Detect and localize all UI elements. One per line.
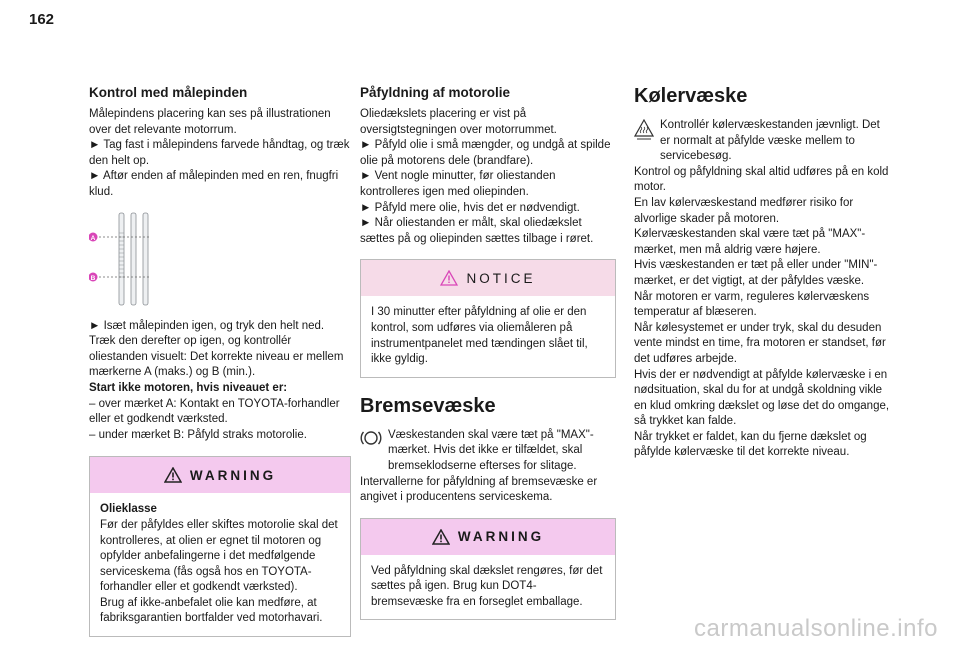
coolant-hot-warning-icon [634, 119, 654, 141]
brake-text: Væskestanden skal være tæt på "MAX"-mærket. Hvis det ikke er tilfældet, skal bremseklodserne efterses for slitage. [388, 428, 594, 472]
warning-triangle-icon [432, 529, 450, 545]
notice-label: NOTICE [466, 270, 536, 286]
brake-text-2: Intervallerne for påfyldning af bremsevæske er angivet i producentens serviceskema. [360, 475, 598, 504]
marker-b-label: B [90, 274, 96, 282]
notice-triangle-icon [440, 270, 458, 286]
paragraph: Når motoren er varm, reguleres kølervæskens temperatur af blæseren. [634, 290, 870, 319]
notice-header [361, 260, 615, 296]
notice-box [360, 259, 616, 377]
coolant-lead-text: Kontrollér kølervæskestanden jævnligt. Det er normalt at påfylde væske mellem to servicebesøg. [660, 119, 880, 163]
paragraph: – over mærket A: Kontakt en TOYOTA-forhandler eller et godkendt værksted. [89, 397, 340, 426]
section-title-dipstick: Kontrol med målepinden [89, 85, 248, 100]
paragraph: Oliedækslets placering er vist på oversigtstegningen over motorrummet. [360, 108, 557, 136]
paragraph: En lav kølervæskestand medfører risiko for alvorlige skader på motoren. [634, 196, 854, 225]
warning-text: Ved påfyldning skal dækslet rengøres, før det sættes på igen. Brug kun DOT4-bremsevæske fra en forseglet emballage. [371, 564, 603, 608]
paragraph: ► Påfyld mere olie, hvis det er nødvendigt. [360, 201, 580, 214]
paragraph: Når kølesystemet er under tryk, skal du desuden vente mindst en time, fra motoren er standset, før det udføres arbejde. [634, 321, 886, 365]
warning-header [361, 519, 615, 555]
paragraph: ► Påfyld olie i små mængder, og undgå at spilde olie på motorens dele (brandfare). [360, 139, 611, 167]
marker-a-label: A [90, 234, 96, 242]
coolant-lead [634, 118, 892, 165]
column-dipstick [89, 84, 351, 637]
brake-fluid-lead [360, 428, 616, 475]
paragraph: ► Tag fast i målepindens farvede håndtag, og træk den helt op. [89, 139, 350, 167]
warning-text: Brug af ikke-anbefalet olie kan medføre, at fabriksgarantien bortfalder ved motorhavari. [100, 596, 323, 625]
column-oil-filling [360, 84, 616, 620]
dipstick-graphic [89, 211, 209, 307]
paragraph: – under mærket B: Påfyld straks motorolie. [89, 428, 307, 441]
paragraph: Kontrol og påfyldning skal altid udføres på en kold motor. [634, 165, 889, 194]
page-number: 162 [29, 11, 55, 28]
section-title-oil-filling: Påfyldning af motorolie [360, 85, 511, 100]
paragraph: ► Når oliestanden er målt, skal oliedækslet sættes på og oliepinden sættes tilbage i røret. [360, 217, 594, 245]
column-coolant [634, 84, 892, 461]
paragraph-bold: Start ikke motoren, hvis niveauet er: [89, 381, 288, 394]
brake-warning-icon [360, 429, 382, 447]
paragraph: Målepindens placering kan ses på illustrationen over det relevante motorrum. [89, 108, 331, 136]
watermark: carmanualsonline.info [694, 615, 938, 642]
warning-title: Olieklasse [100, 503, 157, 516]
warning-box-oil-class [89, 456, 351, 637]
paragraph: ► Aftør enden af målepinden med en ren, fnugfri klud. [89, 170, 339, 198]
section-title-brake-fluid: Bremsevæske [360, 394, 496, 417]
warning-box-brake [360, 518, 616, 621]
warning-label: WARNING [457, 528, 545, 544]
paragraph: ► Vent nogle minutter, før oliestanden kontrolleres igen med oliepinden. [360, 170, 556, 198]
section-title-coolant: Kølervæske [634, 85, 748, 107]
paragraph: Når trykket er faldet, kan du fjerne dækslet og påfylde kølervæske til det korrekte niveau. [634, 430, 867, 459]
paragraph: ► Isæt målepinden igen, og tryk den helt ned. Træk den derefter op igen, og kontrollér oliestanden visuelt: Det korrekte niveau er mellem mærkerne A (maks.) og B (min.). [89, 319, 344, 379]
warning-triangle-icon [164, 467, 182, 483]
paragraph: Kølervæskestanden skal være tæt på "MAX"-mærket, men må aldrig være højere. [634, 228, 866, 256]
paragraph: Hvis der er nødvendigt at påfylde kølervæske i en nødsituation, skal du for at undgå skoldning vikle en klud omkring dækslet og løse det do omgange, så trykket kan falde. [634, 368, 890, 428]
warning-header [90, 457, 350, 493]
warning-text: Før der påfyldes eller skiftes motorolie skal det kontrolleres, at olien er egnet til motoren og opfylder anbefalingerne i det medfølgende serviceskema (fås også hos en TOYOTA-forhandler eller et godkendt værksted). [100, 518, 338, 594]
dipstick-illustration [89, 211, 351, 307]
warning-label: WARNING [189, 467, 277, 483]
notice-text: I 30 minutter efter påfyldning af olie er den kontrol, som udføres via oliemåleren på instrumentpanelet med tændingen slået til, ikke gyldig. [371, 306, 588, 366]
paragraph: Hvis væskestanden er tæt på eller under "MIN"-mærket, er det vigtigt, at der påfyldes væske. [634, 259, 878, 287]
